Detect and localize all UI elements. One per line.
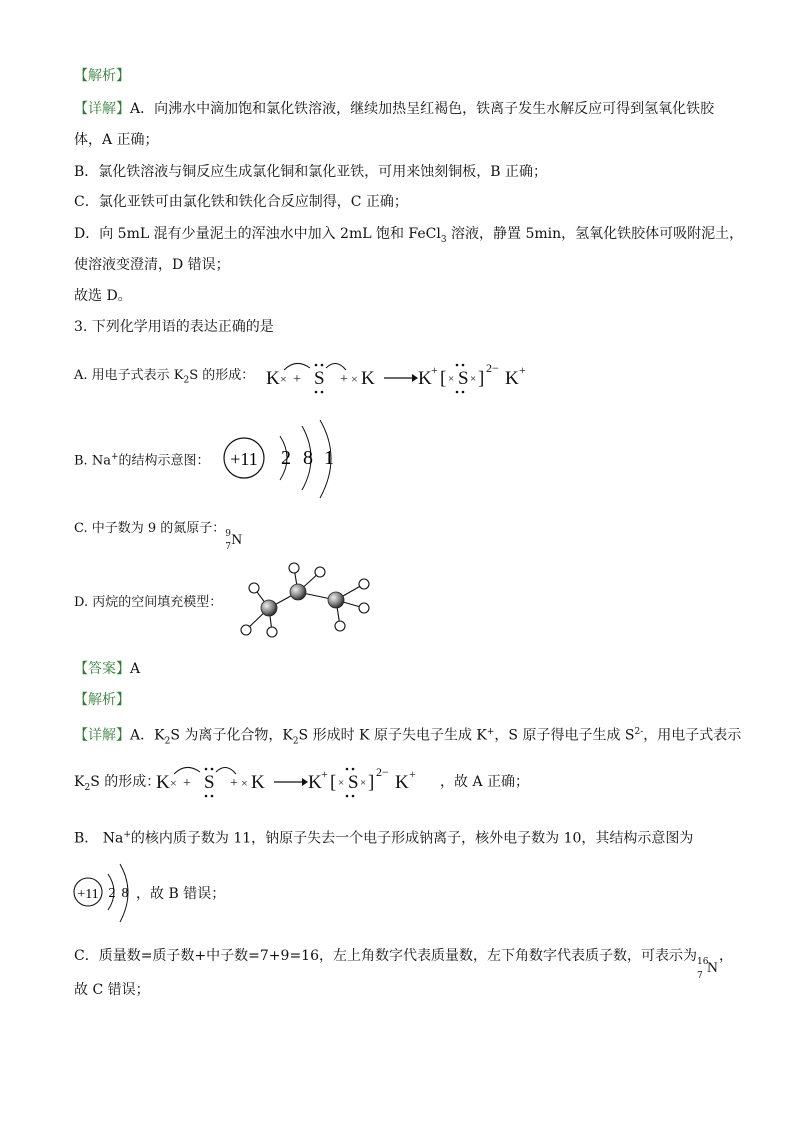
- q3-answer: [74, 659, 140, 679]
- q3-detail-B-tail: ，故 B 错误；: [136, 886, 226, 902]
- detail-tag: 【详解】: [74, 101, 130, 117]
- detA-sub2: 2: [292, 736, 299, 747]
- ef-cross-1: ×: [280, 372, 287, 386]
- q3-option-D: D. 丙烷的空间填充模型：: [74, 595, 223, 610]
- q2-detail-B: B．氯化铁溶液与铜反应生成氯化铜和氯化亚铁，可用来蚀刻铜板，B 正确；: [74, 164, 548, 180]
- q2-D-text-a: D．向 5mL 混有少量泥土的浑浊水中加入 2mL 饱和 FeCl: [74, 226, 441, 242]
- ef2-plus-2: +: [230, 776, 238, 791]
- detA2-sub: 2: [84, 782, 91, 793]
- q3-stem: 3. 下列化学用语的表达正确的是: [74, 319, 274, 335]
- q3-detail-C-line1: [74, 946, 733, 981]
- optA-text-b: S 的形成：: [189, 368, 255, 383]
- q2-D-sub: 3: [440, 234, 447, 245]
- ef2-charge: 2−: [376, 765, 389, 779]
- ef-curve-arrow-1: [284, 363, 310, 370]
- detB-shell-label-2: 8: [121, 886, 129, 901]
- optC-symbol: N: [231, 532, 243, 548]
- detA-a: A．K: [130, 727, 165, 744]
- shell-label-3: 1: [324, 447, 334, 469]
- ef2-cross-3: ×: [338, 777, 345, 789]
- ef2-cross-4: ×: [360, 777, 367, 789]
- q3-detail-B-line1: [74, 825, 693, 849]
- detB-shell-label-1: 2: [108, 886, 116, 901]
- ef-cross-4: ×: [470, 373, 477, 385]
- detC-end: ，: [719, 948, 733, 964]
- optB-text-b: 的结构示意图：: [118, 453, 210, 469]
- ef-K-left: K: [266, 368, 280, 389]
- detC-a: C．质量数=质子数+中子数=7+9=16，左上角数字代表质量数，左下角数字代表质子数，可表示为: [74, 948, 697, 964]
- q3-detail-C-line2: 故 C 错误；: [74, 982, 150, 998]
- q2-choice: 故选 D。: [74, 288, 132, 304]
- q2-detail-D-line1: [74, 224, 743, 250]
- q3-analysis-tag: 【解析】: [74, 692, 130, 708]
- detA-e: ，用电子式表示: [643, 727, 742, 744]
- ef2-plus-1: +: [183, 776, 191, 791]
- q3-option-C: [74, 519, 243, 552]
- q3-detail-tag: 【详解】: [74, 727, 130, 744]
- ef-charge: 2−: [486, 361, 499, 375]
- atom-structure-diagram-B: [220, 420, 350, 500]
- ef2-product-plus2: +: [409, 767, 416, 781]
- detA-c: S 形成时 K 原子失电子生成 K: [298, 727, 487, 744]
- detA-sup2: 2-: [634, 727, 644, 737]
- answer-value: A: [130, 661, 141, 677]
- detA-b: S 为离子化合物，K: [170, 727, 293, 744]
- electron-formula-detail-A: [152, 760, 432, 804]
- detC-symbol: N: [707, 960, 718, 976]
- ef2-K-left: K: [156, 772, 170, 793]
- q2-detail-C: C．氯化亚铁可由氯化铁和铁化合反应制得，C 正确；: [74, 194, 408, 210]
- q2-A-text: A．向沸水中滴加饱和氯化铁溶液，继续加热呈红褐色，铁离子发生水解反应可得到氢氧化铁胶: [130, 101, 715, 117]
- shell-label-2: 8: [303, 447, 313, 469]
- ef-product-K2: K: [505, 368, 519, 389]
- ef-bracket-left: [: [440, 368, 447, 389]
- propane-model-image: [236, 560, 376, 644]
- shell-label-1: 2: [281, 447, 291, 469]
- answer-tag: 【答案】: [74, 661, 130, 677]
- ef2-bracket-right: ]: [368, 772, 375, 793]
- optB-text-a: B. Na: [74, 453, 111, 469]
- detB-a: B． Na: [74, 830, 124, 847]
- q3-detail-A-line1: [74, 722, 741, 751]
- q3-option-A: [74, 366, 254, 391]
- ef2-S: S: [204, 772, 215, 793]
- optC-mass: 9: [225, 529, 232, 539]
- optA-sub: 2: [183, 375, 190, 386]
- optC-atomic: 7: [225, 542, 232, 552]
- ef2-curve-arrow-1: [174, 767, 200, 774]
- detA-d: ，S 原子得电子生成 S: [494, 727, 635, 744]
- ef-plus-2: +: [340, 372, 348, 387]
- optB-sup: +: [110, 452, 119, 462]
- ef-K-right: K: [361, 368, 375, 389]
- detB-sup: +: [123, 830, 131, 840]
- q3-option-B: [74, 447, 210, 471]
- analysis-tag: 【解析】: [74, 68, 130, 84]
- q3-detail-A-line2-prefix: [74, 772, 160, 798]
- ef2-K-right: K: [251, 772, 265, 793]
- ef2-cross-1: ×: [170, 776, 177, 790]
- q3-detail-A-tail: ，故 A 正确；: [440, 774, 530, 790]
- ef-S: S: [314, 368, 325, 389]
- detC-mass: 16: [697, 957, 709, 967]
- ef-product-plus1: +: [431, 363, 438, 377]
- ef-product-K1: K: [418, 368, 432, 389]
- ef2-product-K1: K: [308, 772, 322, 793]
- ef2-cross-2: ×: [241, 776, 248, 790]
- ef-product-S: S: [458, 368, 469, 389]
- detA-sup1: +: [486, 727, 495, 737]
- q2-D-text-b: 溶液，静置 5min，氢氧化铁胶体可吸附泥土，: [446, 226, 744, 242]
- q2-detail-A-line2: 体，A 正确；: [74, 132, 159, 148]
- ef-curve-arrow-2: [326, 363, 346, 370]
- ef2-product-plus1: +: [321, 767, 328, 781]
- detA2-b: S 的形成：: [90, 774, 161, 790]
- ef2-curve-arrow-2: [216, 767, 236, 774]
- ef2-product-S: S: [348, 772, 359, 793]
- atom-structure-diagram-detail-B: [72, 860, 138, 926]
- detC-atomic: 7: [697, 971, 703, 981]
- ef-plus-1: +: [293, 372, 301, 387]
- ef2-product-K2: K: [395, 772, 409, 793]
- nucleus-label: +11: [230, 449, 258, 469]
- electron-formula-option-A: [262, 356, 542, 400]
- optA-text-a: A. 用电子式表示 K: [74, 368, 184, 383]
- detA-sub1: 2: [164, 736, 171, 747]
- detB-b: 的核内质子数为 11，钠原子失去一个电子形成钠离子，核外电子数为 10，其结构示意图为: [130, 830, 694, 847]
- ef-bracket-right: ]: [478, 368, 485, 389]
- ef-product-plus2: +: [519, 363, 526, 377]
- ef-cross-3: ×: [448, 373, 455, 385]
- detB-nucleus-label: +11: [77, 887, 99, 902]
- ef2-bracket-left: [: [330, 772, 337, 793]
- q2-detail-A-line1: [74, 99, 714, 119]
- detA2-a: K: [74, 774, 85, 790]
- ef-cross-2: ×: [351, 372, 358, 386]
- q2-detail-D-line2: 使溶液变澄清，D 错误；: [74, 257, 230, 273]
- optC-text: C. 中子数为 9 的氮原子：: [74, 521, 226, 536]
